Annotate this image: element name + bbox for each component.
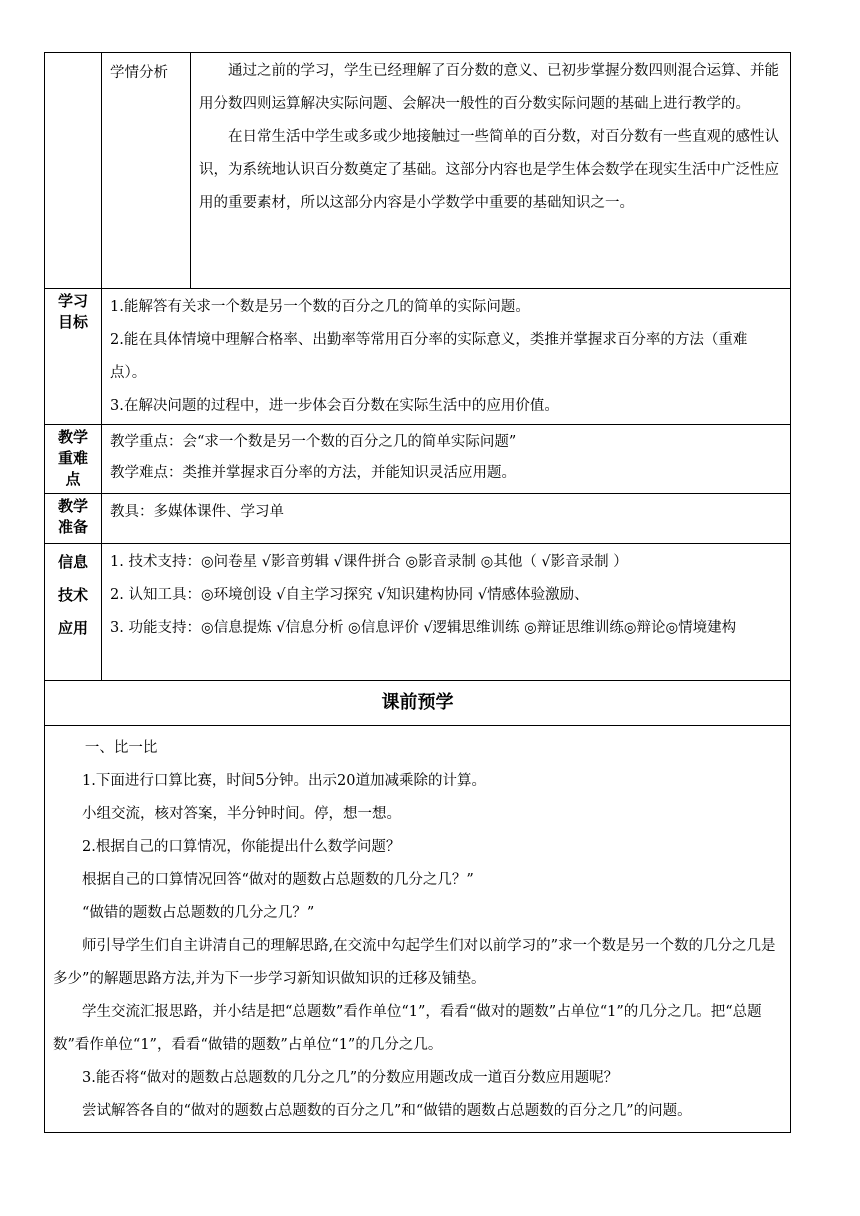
info-tech-label: [45, 544, 102, 681]
preview-content-row: [45, 726, 791, 1133]
preview-title-row: [45, 681, 791, 726]
info-tech-item: 3. 功能支持：◎信息提炼 √信息分析 ◎信息评价 √逻辑思维训练 ◎辩证思维训练◎辩论◎情境建构: [110, 620, 737, 636]
label-line: 目标: [57, 313, 88, 331]
preview-paragraph: 2.根据自己的口算情况，你能提出什么数学问题？: [82, 839, 401, 855]
label-line: 技术: [57, 586, 88, 604]
analysis-label: 学情分析: [102, 53, 191, 289]
analysis-row: [45, 53, 791, 289]
preparation-row: [45, 494, 791, 544]
preview-paragraph: 1.下面进行口算比赛，时间5分钟。出示20道加减乘除的计算。: [82, 773, 487, 789]
label-line: 应用: [57, 619, 88, 637]
info-tech-item: 1. 技术支持：◎问卷星 √影音剪辑 √课件拼合 ◎影音录制 ◎其他（ √影音录制 ）: [110, 554, 628, 570]
preview-paragraph: 学生交流汇报思路，并小结是把“总题数”看作单位“1”，看看“做对的题数”占单位“1”的几分之几。把“总题数”看作单位“1”，看看“做错的题数”占单位“1”的几分之几。: [53, 1004, 762, 1053]
objectives-row: [45, 289, 791, 425]
analysis-content: [191, 53, 791, 289]
info-tech-item: 2. 认知工具：◎环境创设 √自主学习探究 √知识建构协同 √情感体验激励、: [110, 587, 589, 603]
preview-paragraph: “做错的题数占总题数的几分之几？”: [82, 905, 315, 921]
lesson-plan-table: [44, 52, 791, 1133]
label-line: 重难: [57, 449, 88, 467]
preview-paragraph: 3.能否将“做对的题数占总题数的几分之几”的分数应用题改成一道百分数应用题呢？: [82, 1070, 619, 1086]
blank-cell: [45, 53, 102, 289]
preparation-content: 教具：多媒体课件、学习单: [102, 494, 791, 544]
analysis-paragraph: 通过之前的学习，学生已经理解了百分数的意义、已初步掌握分数四则混合运算、并能用分数四则运算解决实际问题、会解决一般性的百分数实际问题的基础上进行教学的。: [199, 63, 779, 112]
preview-content: [45, 726, 791, 1133]
key-point-item: 教学重点：会“求一个数是另一个数的百分之几的简单实际问题”: [110, 434, 517, 450]
lesson-plan-page: [44, 52, 790, 1133]
key-points-content: [102, 425, 791, 494]
label-line: 教学: [57, 497, 88, 515]
preview-paragraph: 一、比一比: [84, 740, 158, 756]
objective-item: 3.在解决问题的过程中，进一步体会百分数在实际生活中的应用价值。: [110, 398, 559, 414]
label-line: 学习: [57, 292, 88, 310]
key-points-label: [45, 425, 102, 494]
analysis-paragraph: 在日常生活中学生或多或少地接触过一些简单的百分数，对百分数有一些直观的感性认识，为系统地认识百分数奠定了基础。这部分内容也是学生体会数学在现实生活中广泛性应用的重要素材，所以这部分内容是小学数学中重要的基础知识之一。: [199, 129, 779, 211]
objectives-content: [102, 289, 791, 425]
preview-paragraph: 尝试解答各自的“做对的题数占总题数的百分之几”和“做错的题数占总题数的百分之几”的问题。: [82, 1103, 692, 1119]
objective-item: 1.能解答有关求一个数是另一个数的百分之几的简单的实际问题。: [110, 299, 530, 315]
label-line: 准备: [57, 518, 88, 536]
info-tech-content: [102, 544, 791, 681]
info-tech-row: [45, 544, 791, 681]
preview-paragraph: 小组交流，核对答案，半分钟时间。停，想一想。: [82, 806, 401, 822]
label-line: 信息: [57, 553, 88, 571]
key-points-row: [45, 425, 791, 494]
preview-paragraph: 根据自己的口算情况回答“做对的题数占总题数的几分之几？”: [82, 872, 474, 888]
key-point-item: 教学难点：类推并掌握求百分率的方法，并能知识灵活应用题。: [110, 465, 516, 481]
preparation-label: [45, 494, 102, 544]
preview-title: 课前预学: [45, 681, 791, 726]
objectives-label: [45, 289, 102, 425]
label-line: 教学: [57, 428, 88, 446]
preview-paragraph: 师引导学生们自主讲清自己的理解思路,在交流中勾起学生们对以前学习的”求一个数是另一个数的几分之几是多少”的解题思路方法,并为下一步学习新知识做知识的迁移及铺垫。: [53, 938, 776, 987]
objective-item: 2.能在具体情境中理解合格率、出勤率等常用百分率的实际意义，类推并掌握求百分率的方法（重难点）。: [110, 332, 748, 381]
label-line: 点: [65, 470, 81, 488]
